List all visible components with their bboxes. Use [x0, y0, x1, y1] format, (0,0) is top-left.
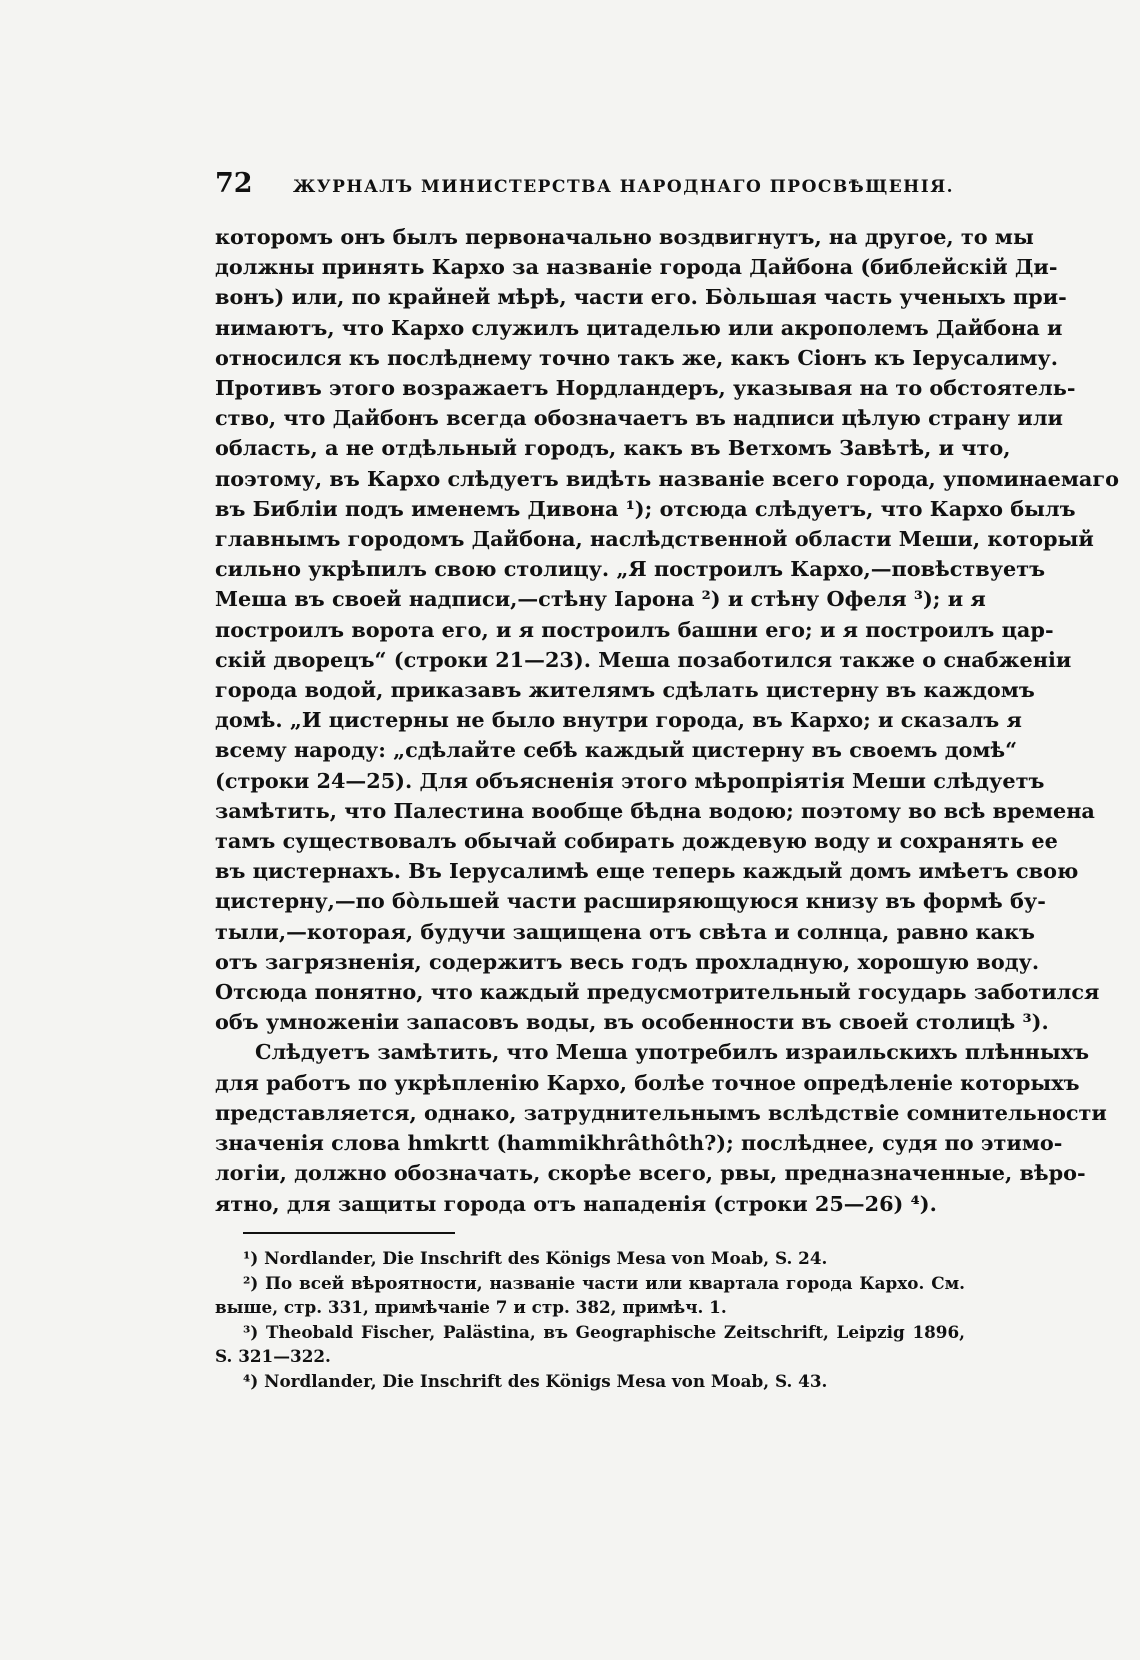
- text-line: (строки 24—25). Для объясненія этого мѣропріятія Меши слѣдуетъ: [215, 767, 1045, 793]
- text-line: которомъ онъ былъ первоначально воздвигнутъ, на другое, то мы: [215, 224, 1034, 249]
- text-line: главнымъ городомъ Дайбона, наслѣдственной области Меши, который: [215, 526, 1094, 552]
- text-line: тыли,—которая, будучи защищена отъ свѣта и солнца, равно какъ: [215, 918, 1035, 944]
- text-line: Отсюда понятно, что каждый предусмотрительный государь заботился: [215, 979, 1100, 1005]
- footnote-line: S. 321—322.: [215, 1346, 331, 1366]
- text-line: значенія слова hmkrtt (hammikhrâthôth?); послѣднее, судя по этимо-: [215, 1130, 1063, 1156]
- footnote-line: ⁴) Nordlander, Die Inschrift des Königs Mesa von Moab, S. 43.: [243, 1370, 828, 1391]
- text-line: скій дворецъ“ (строки 21—23). Меша позаботился также о снабженіи: [215, 646, 1072, 672]
- text-line: тамъ существовалъ обычай собирать дождевую воду и сохранять ее: [215, 828, 1058, 854]
- text-line: представляется, однако, затруднительнымъ вслѣдствіе сомнительности: [215, 1099, 1107, 1125]
- text-line: построилъ ворота его, и я построилъ башни его; и я построилъ цар-: [215, 616, 1054, 642]
- text-line: въ цистернахъ. Въ Іерусалимѣ еще теперь каждый домъ имѣетъ свою: [215, 858, 1079, 884]
- text-line: всему народу: „сдѣлайте себѣ каждый цистерну въ своемъ домѣ“: [215, 737, 1018, 763]
- text-line: ятно, для защиты города отъ нападенія (строки 25—26) ⁴).: [215, 1190, 937, 1216]
- text-line: замѣтить, что Палестина вообще бѣдна водою; поэтому во всѣ времена: [215, 797, 1095, 823]
- text-line: должны принять Кархо за названіе города Дайбона (библейскій Ди-: [215, 254, 1058, 280]
- text-line: вонъ) или, по крайней мѣрѣ, части его. Бо̀льшая часть ученыхъ при-: [215, 284, 1067, 310]
- footnote-line: выше, стр. 331, примѣчаніе 7 и стр. 382, примѣч. 1.: [215, 1297, 727, 1317]
- text-line: логіи, должно обозначать, скорѣе всего, рвы, предназначенные, вѣро-: [215, 1160, 1086, 1186]
- footnote-line: ¹) Nordlander, Die Inschrift des Königs Mesa von Moab, S. 24.: [243, 1248, 828, 1268]
- footnote-line: ²) По всей вѣроятности, названіе части или квартала города Кархо. См.: [243, 1272, 965, 1293]
- text-line: относился къ послѣднему точно такъ же, какъ Сіонъ къ Іерусалиму.: [215, 344, 1058, 370]
- footnotes: [215, 1246, 965, 1393]
- text-line: домѣ. „И цистерны не было внутри города, въ Кархо; и сказалъ я: [215, 707, 1022, 733]
- text-line: нимаютъ, что Кархо служилъ цитаделью или акрополемъ Дайбона и: [215, 314, 1063, 340]
- text-line: въ Библіи подъ именемъ Дивона ¹); отсюда слѣдуетъ, что Кархо былъ: [215, 495, 1076, 521]
- text-line: сильно укрѣпилъ свою столицу. „Я построилъ Кархо,—повѣствуетъ: [215, 556, 1046, 582]
- text-line: отъ загрязненія, содержитъ весь годъ прохладную, хорошую воду.: [215, 948, 1040, 974]
- text-line: Противъ этого возражаетъ Нордландеръ, указывая на то обстоятель-: [215, 375, 1076, 401]
- paragraph-start-line: Слѣдуетъ замѣтить, что Меша употребилъ израильскихъ плѣнныхъ: [255, 1039, 1090, 1065]
- text-line: область, а не отдѣльный городъ, какъ въ Ветхомъ Завѣтѣ, и что,: [215, 435, 1011, 461]
- text-line: объ умноженіи запасовъ воды, въ особенности въ своей столицѣ ³).: [215, 1009, 1049, 1035]
- text-line: Меша въ своей надписи,—стѣну Іарона ²) и стѣну Офеля ³); и я: [215, 586, 986, 612]
- text-line: для работъ по укрѣпленію Кархо, болѣе точное опредѣленіе которыхъ: [215, 1069, 1080, 1095]
- footnote-line: ³) Theobald Fischer, Palästina, въ Geographische Zeitschrift, Leipzig 1896,: [243, 1321, 965, 1342]
- running-title: ЖУРНАЛЪ МИНИСТЕРСТВА НАРОДНАГО ПРОСВѢЩЕНІЯ.: [293, 177, 955, 197]
- page-number: 72: [215, 168, 253, 199]
- footnote-divider: [243, 1232, 455, 1234]
- body-text: [215, 222, 1120, 1219]
- page-header: [215, 168, 960, 199]
- text-line: цистерну,—по бо̀льшей части расширяющуюся книзу въ формѣ бу-: [215, 888, 1046, 914]
- text-line: ство, что Дайбонъ всегда обозначаетъ въ надписи цѣлую страну или: [215, 405, 1063, 431]
- text-line: города водой, приказавъ жителямъ сдѣлать цистерну въ каждомъ: [215, 677, 1035, 703]
- text-line: поэтому, въ Кархо слѣдуетъ видѣть названіе всего города, упоминаемаго: [215, 465, 1120, 491]
